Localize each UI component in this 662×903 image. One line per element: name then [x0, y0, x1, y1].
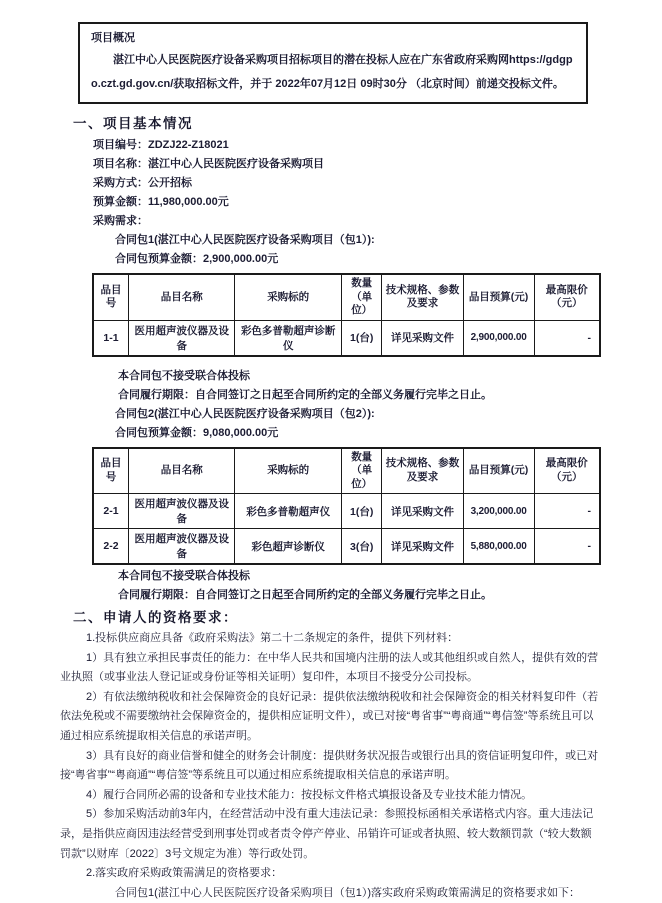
qualification-paragraph: 1）具有独立承担民事责任的能力：在中华人民共和国境内注册的法人或其他组织或自然人，提供有效的营业执照（或事业法人登记证或身份证等相关证明）复印件，本项目不接受分公司投标。	[60, 651, 599, 684]
document-content	[60, 116, 600, 903]
th-tech-specs: 技术规格、参数及要求	[382, 448, 463, 494]
note-no-consortium: 本合同包不接受联合体投标	[118, 570, 250, 582]
note-no-consortium: 本合同包不接受联合体投标	[118, 369, 250, 382]
th-procurement-target: 采购标的	[235, 448, 341, 494]
section2-heading: 二、申请人的资格要求：	[73, 610, 238, 625]
th-item-name: 品目名称	[128, 274, 234, 320]
table-cell: 2-2	[93, 529, 128, 565]
note-contract-term: 合同履行期限：自合同签订之日起至合同所约定的全部义务履行完毕之日止。	[118, 388, 492, 401]
budget-amount: 预算金额：11,980,000.00元	[93, 196, 229, 208]
th-item-name: 品目名称	[128, 448, 234, 494]
project-overview-box	[78, 22, 588, 104]
package2-budget: 合同包预算金额：9,080,000.00元	[115, 426, 279, 439]
th-quantity: 数量（单位）	[341, 448, 382, 494]
th-max-price: 最高限价（元）	[534, 448, 600, 494]
package1-title: 合同包1(湛江中心人民医院医疗设备采购项目（包1）):	[115, 234, 375, 246]
qualification-paragraph: 5）参加采购活动前3年内，在经营活动中没有重大违法记录：参照投标函相关承诺格式内容。重大违法记录，是指供应商因违法经营受到刑事处罚或者责令停产停业、吊销许可证或者执照、较大数额罚款（“较大数额罚款”以财库〔2022〕3号文规定为准）等行政处罚。	[60, 808, 594, 860]
table-cell: 详见采购文件	[382, 494, 463, 529]
qualification-paragraph: 2.落实政府采购政策需满足的资格要求：	[86, 867, 283, 880]
table-cell: 1(台)	[341, 320, 382, 356]
th-item-no: 品目号	[93, 274, 128, 320]
qualification-paragraph: 3）具有良好的商业信誉和健全的财务会计制度：提供财务状况报告或银行出具的资信证明复印件，或已对接“粤省事”“粤商通”“粤信签”等系统且可以通过相应系统提取相关信息的承诺声明。	[60, 749, 599, 782]
overview-body: 湛江中心人民医院医疗设备采购项目招标项目的潜在投标人应在广东省政府采购网https://gdgpo.czt.gd.gov.cn/获取招标文件，并于 2022年07月12日 09时30分 （北京时间）前递交投标文件。	[91, 54, 573, 90]
qualification-paragraph: 1.投标供应商应具备《政府采购法》第二十二条规定的条件，提供下列材料：	[86, 632, 459, 644]
table-cell: 彩色超声诊断仪	[235, 529, 341, 565]
project-number: 项目编号：ZDZJ22-Z18021	[93, 139, 229, 151]
th-item-budget: 品目预算(元)	[463, 448, 534, 494]
table-cell: 彩色多普勒超声仪	[235, 494, 341, 529]
table-cell: 详见采购文件	[382, 529, 463, 565]
table-cell: 3,200,000.00	[463, 494, 534, 529]
table-cell: 详见采购文件	[382, 320, 463, 356]
th-procurement-target: 采购标的	[235, 274, 341, 320]
qualification-paragraph: 4）履行合同所必需的设备和专业技术能力：按投标文件格式填报设备及专业技术能力情况。	[86, 788, 533, 801]
table-cell: 1(台)	[341, 494, 382, 529]
package1-budget: 合同包预算金额：2,900,000.00元	[115, 253, 279, 265]
table-row	[93, 494, 600, 529]
note-contract-term: 合同履行期限：自合同签订之日起至合同所约定的全部义务履行完毕之日止。	[118, 589, 492, 601]
th-max-price: 最高限价（元）	[534, 274, 600, 320]
th-item-budget: 品目预算(元)	[463, 274, 534, 320]
table-cell: 医用超声波仪器及设备	[128, 320, 234, 356]
table-row	[93, 529, 600, 565]
overview-title: 项目概况	[91, 32, 135, 44]
qualification-paragraph: 2）有依法缴纳税收和社会保障资金的良好记录：提供依法缴纳税收和社会保障资金的相关材料复印件（若依法免税或不需要缴纳社会保障资金的，提供相应证明文件），或已对接“粤省事”“粤商通”“粤信签”等系统且可以通过相应系统提取相关信息的承诺声明。	[60, 690, 599, 742]
table-cell: -	[534, 320, 600, 356]
project-name: 项目名称：湛江中心人民医院医疗设备采购项目	[93, 158, 324, 170]
procurement-demand: 采购需求：	[93, 215, 148, 227]
table-header-row	[93, 274, 600, 320]
section1-heading: 一、项目基本情况	[73, 116, 193, 131]
table-cell: -	[534, 494, 600, 529]
procurement-method: 采购方式：公开招标	[93, 177, 192, 189]
package1-items-table	[92, 273, 601, 357]
package2-items-table	[92, 447, 601, 566]
th-quantity: 数量（单位）	[341, 274, 382, 320]
th-tech-specs: 技术规格、参数及要求	[382, 274, 463, 320]
table-cell: 2,900,000.00	[463, 320, 534, 356]
qualification-paragraph: 合同包1(湛江中心人民医院医疗设备采购项目（包1）)落实政府采购政策需满足的资格要求如下：	[115, 886, 581, 899]
table-cell: 彩色多普勒超声诊断仪	[235, 320, 341, 356]
table-cell: -	[534, 529, 600, 565]
table-cell: 医用超声波仪器及设备	[128, 494, 234, 529]
table-cell: 3(台)	[341, 529, 382, 565]
table-header-row	[93, 448, 600, 494]
table-cell: 2-1	[93, 494, 128, 529]
table-cell: 5,880,000.00	[463, 529, 534, 565]
table-row	[93, 320, 600, 356]
table-cell: 医用超声波仪器及设备	[128, 529, 234, 565]
th-item-no: 品目号	[93, 448, 128, 494]
package2-title: 合同包2(湛江中心人民医院医疗设备采购项目（包2）):	[115, 407, 375, 420]
table-cell: 1-1	[93, 320, 128, 356]
